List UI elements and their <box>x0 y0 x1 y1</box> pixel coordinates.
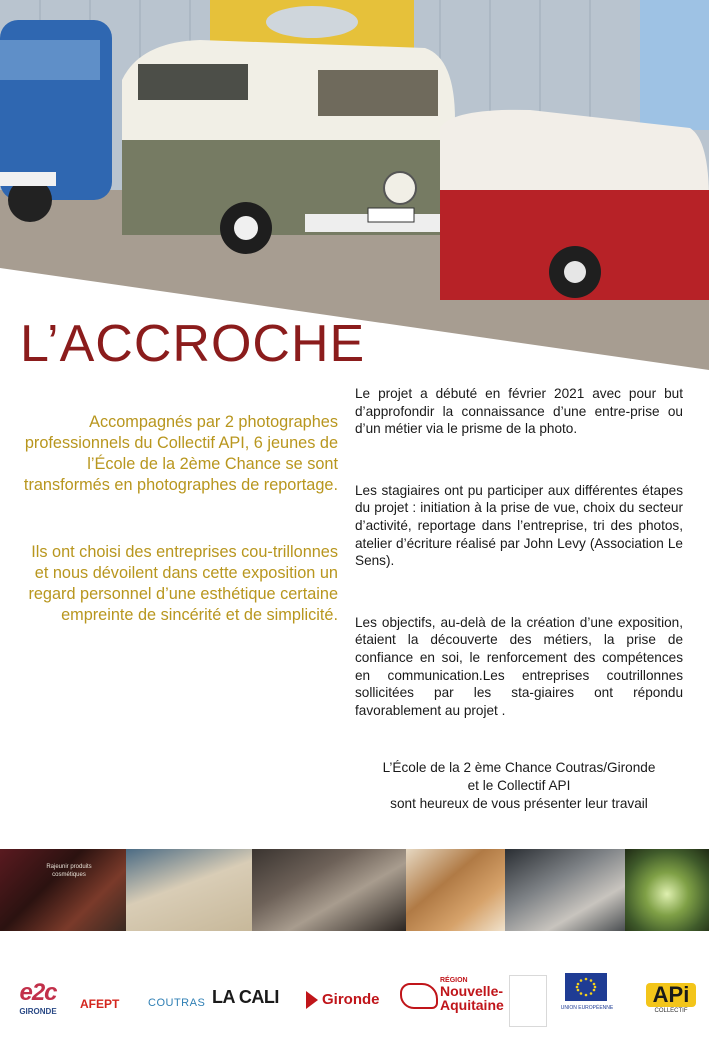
intro-paragraph-2: Ils ont choisi des entreprises cou-trillonnes et nous dévoilent dans cette exposition un regard personnel d’une esthétique certaine empreinte de sincérité et de simplicité. <box>28 543 338 624</box>
photo-shop-front <box>0 849 126 931</box>
e2c-logo <box>14 979 62 1016</box>
closing-line-1: L’École de la 2 ème Chance Coutras/Gironde <box>382 760 656 776</box>
na-logo-line-2: Nouvelle- <box>440 983 504 999</box>
na-logo-line-1: RÉGION <box>440 977 468 984</box>
photo-bakery <box>406 849 505 931</box>
cali-logo: LA CALI <box>212 987 279 1007</box>
eu-flag-icon <box>565 973 607 1001</box>
partner-logos <box>0 965 709 1045</box>
intro-column <box>14 412 338 626</box>
photo-computer-work <box>505 849 625 931</box>
intro-paragraph-1: Accompagnés par 2 photographes professionnels du Collectif API, 6 jeunes de l’École de la 2ème Chance se sont transformés en photographes de reportage. <box>23 413 338 494</box>
e2c-logo-region: GIRONDE <box>19 1007 57 1016</box>
photo-classroom <box>252 849 406 931</box>
closing-statement <box>355 759 683 813</box>
e2c-logo-mark: e2c <box>19 979 57 1006</box>
api-collectif-logo <box>646 983 696 1015</box>
nouvelle-aquitaine-logo <box>400 977 504 1012</box>
eu-logo-text: UNION EUROPÉENNE <box>560 1005 614 1011</box>
description-paragraph-3: Les objectifs, au-delà de la création d’une exposition, étaient la découverte des métiers, la prise de confiance en soi, le renforcement des compétences en communication.Les entreprises coutrillonnes sollicitées par les sta-giaires ont répondu favorablement au projet . <box>355 614 683 718</box>
na-logo-line-3: Aquitaine <box>440 997 504 1013</box>
photo-strip <box>0 849 709 931</box>
photo-glass-sphere <box>625 849 709 931</box>
description-column <box>355 385 683 813</box>
closing-line-2: et le Collectif API <box>467 778 571 794</box>
afept-logo: AFEPT <box>80 997 120 1011</box>
eu-stars-icon <box>565 973 607 1001</box>
shop-sign-text: Rajeunir produits cosmétiques <box>46 864 92 878</box>
api-logo-mark: APi <box>646 983 696 1007</box>
description-paragraph-1: Le projet a débuté en février 2021 avec pour but d’approfondir la connaissance d’une entre-prise ou d’un métier via le prisme de la photo. <box>355 386 683 437</box>
api-logo-sub: COLLECTIF <box>654 1008 688 1014</box>
photo-workshop-map <box>126 849 252 931</box>
prefecture-logo <box>509 975 547 1027</box>
page-title: L’ACCROCHE <box>20 315 366 373</box>
gironde-logo <box>306 991 380 1009</box>
description-paragraph-2: Les stagiaires ont pu participer aux différentes étapes du projet : initiation à la prise de vue, choix du secteur d’activité, reportage dans l’entreprise, tri des photos, atelier d’écriture réalisé par John Levy (Association Le Sens). <box>355 482 683 569</box>
gironde-logo-text: Gironde <box>322 991 380 1008</box>
closing-line-3: sont heureux de vous présenter leur travail <box>390 796 648 812</box>
coutras-logo: COUTRAS <box>148 997 206 1009</box>
gironde-arrow-icon <box>306 991 318 1009</box>
lion-icon <box>400 983 438 1009</box>
